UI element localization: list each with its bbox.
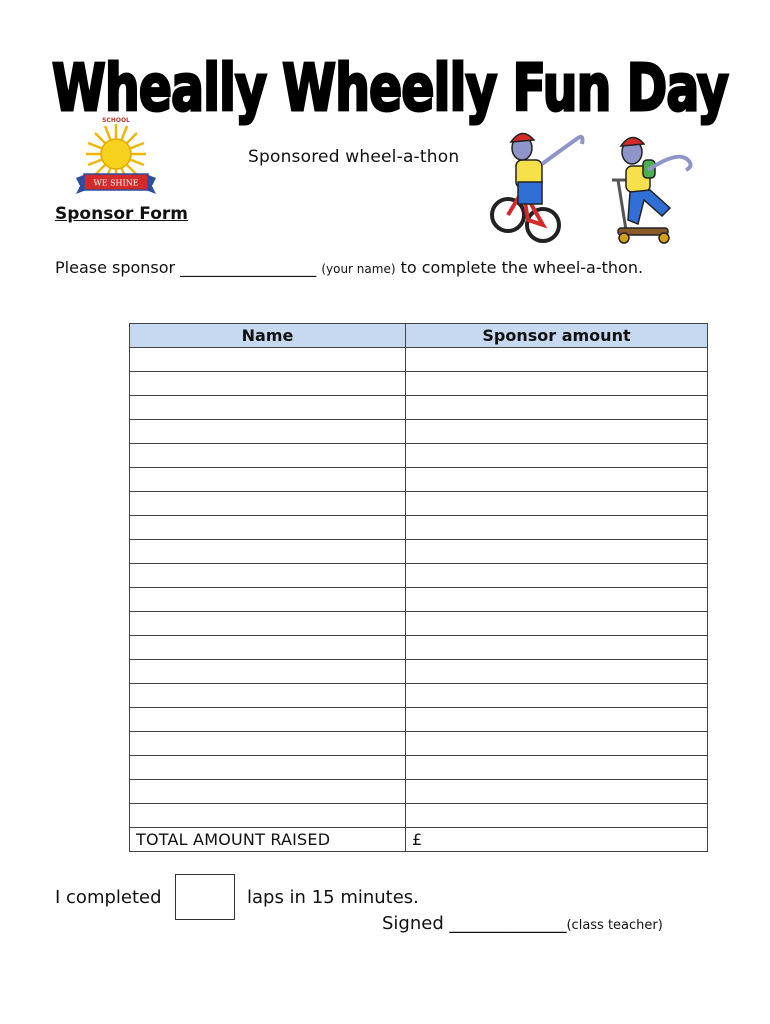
sponsor-amount-cell[interactable] bbox=[406, 780, 708, 804]
table-header-row bbox=[130, 324, 708, 348]
table-row bbox=[130, 564, 708, 588]
sponsor-amount-cell[interactable] bbox=[406, 636, 708, 660]
sponsor-name-cell[interactable] bbox=[130, 780, 406, 804]
sponsor-name-cell[interactable] bbox=[130, 348, 406, 372]
intro-after: to complete the wheel-a-thon. bbox=[395, 258, 644, 277]
table-row bbox=[130, 540, 708, 564]
table-row bbox=[130, 516, 708, 540]
sponsor-form-heading: Sponsor Form bbox=[55, 204, 188, 224]
table-row bbox=[130, 804, 708, 828]
table-row bbox=[130, 348, 708, 372]
sponsor-name-cell[interactable] bbox=[130, 804, 406, 828]
sponsor-amount-cell[interactable] bbox=[406, 348, 708, 372]
svg-text:SCHOOL: SCHOOL bbox=[102, 117, 130, 124]
table-row bbox=[130, 492, 708, 516]
sponsor-amount-cell[interactable] bbox=[406, 564, 708, 588]
sponsor-name-cell[interactable] bbox=[130, 708, 406, 732]
sponsor-amount-cell[interactable] bbox=[406, 804, 708, 828]
laps-count-box[interactable] bbox=[175, 874, 235, 920]
sponsor-amount-cell[interactable] bbox=[406, 492, 708, 516]
sponsor-amount-cell[interactable] bbox=[406, 684, 708, 708]
table-row bbox=[130, 468, 708, 492]
sponsor-name-cell[interactable] bbox=[130, 444, 406, 468]
sponsor-amount-cell[interactable] bbox=[406, 612, 708, 636]
sponsor-amount-cell[interactable] bbox=[406, 756, 708, 780]
column-header-name: Name bbox=[130, 324, 406, 348]
table-row bbox=[130, 612, 708, 636]
sponsor-amount-cell[interactable] bbox=[406, 396, 708, 420]
sponsor-amount-cell[interactable] bbox=[406, 708, 708, 732]
scooter-mascot-icon bbox=[612, 137, 691, 243]
laps-label-after: laps in 15 minutes. bbox=[247, 887, 419, 908]
sponsor-name-cell[interactable] bbox=[130, 420, 406, 444]
sponsor-amount-cell[interactable] bbox=[406, 660, 708, 684]
school-logo-icon bbox=[72, 110, 160, 202]
table-row bbox=[130, 756, 708, 780]
subtitle: Sponsored wheel-a-thon bbox=[248, 147, 460, 167]
sponsor-name-cell[interactable] bbox=[130, 540, 406, 564]
sponsor-name-cell[interactable] bbox=[130, 492, 406, 516]
table-row bbox=[130, 660, 708, 684]
sponsor-name-cell[interactable] bbox=[130, 588, 406, 612]
sponsor-amount-cell[interactable] bbox=[406, 468, 708, 492]
table-row bbox=[130, 444, 708, 468]
sponsor-amount-cell[interactable] bbox=[406, 444, 708, 468]
sponsor-amount-cell[interactable] bbox=[406, 516, 708, 540]
sponsor-name-cell[interactable] bbox=[130, 684, 406, 708]
sponsor-amount-cell[interactable] bbox=[406, 372, 708, 396]
intro-before: Please sponsor _________________ bbox=[55, 258, 322, 277]
table-row bbox=[130, 780, 708, 804]
sponsor-name-cell[interactable] bbox=[130, 516, 406, 540]
class-teacher-note: (class teacher) bbox=[566, 918, 663, 933]
intro-your-name-note: (your name) bbox=[321, 262, 396, 276]
sponsor-amount-cell[interactable] bbox=[406, 732, 708, 756]
sponsor-name-cell[interactable] bbox=[130, 396, 406, 420]
table-row bbox=[130, 684, 708, 708]
sponsor-name-cell[interactable] bbox=[130, 732, 406, 756]
sponsor-name-cell[interactable] bbox=[130, 612, 406, 636]
sponsor-name-cell[interactable] bbox=[130, 660, 406, 684]
cyclist-mascot-icon bbox=[492, 133, 583, 241]
total-amount-value[interactable]: £ bbox=[406, 828, 708, 852]
sponsor-amount-cell[interactable] bbox=[406, 540, 708, 564]
laps-label-before: I completed bbox=[55, 887, 162, 908]
sponsor-name-cell[interactable] bbox=[130, 756, 406, 780]
intro-text bbox=[55, 255, 695, 282]
mascots-illustration-icon bbox=[478, 120, 698, 250]
svg-text:WE SHINE: WE SHINE bbox=[93, 178, 139, 188]
signed-label: Signed _____________ bbox=[382, 913, 567, 934]
table-row bbox=[130, 708, 708, 732]
column-header-sponsor-amount: Sponsor amount bbox=[406, 324, 708, 348]
sponsor-amount-cell[interactable] bbox=[406, 420, 708, 444]
sponsor-name-cell[interactable] bbox=[130, 564, 406, 588]
table-row bbox=[130, 372, 708, 396]
table-row bbox=[130, 732, 708, 756]
svg-text:Wheally Wheelly Fun Day: Wheally Wheelly Fun Day bbox=[52, 52, 729, 126]
sponsor-name-cell[interactable] bbox=[130, 636, 406, 660]
total-amount-label: TOTAL AMOUNT RAISED bbox=[130, 828, 406, 852]
total-row bbox=[130, 828, 708, 852]
teacher-signature-line bbox=[382, 913, 663, 934]
table-row bbox=[130, 420, 708, 444]
sponsor-name-cell[interactable] bbox=[130, 372, 406, 396]
sponsor-table bbox=[129, 323, 708, 852]
sponsor-name-cell[interactable] bbox=[130, 468, 406, 492]
table-row bbox=[130, 636, 708, 660]
table-row bbox=[130, 396, 708, 420]
table-row bbox=[130, 588, 708, 612]
sponsor-amount-cell[interactable] bbox=[406, 588, 708, 612]
